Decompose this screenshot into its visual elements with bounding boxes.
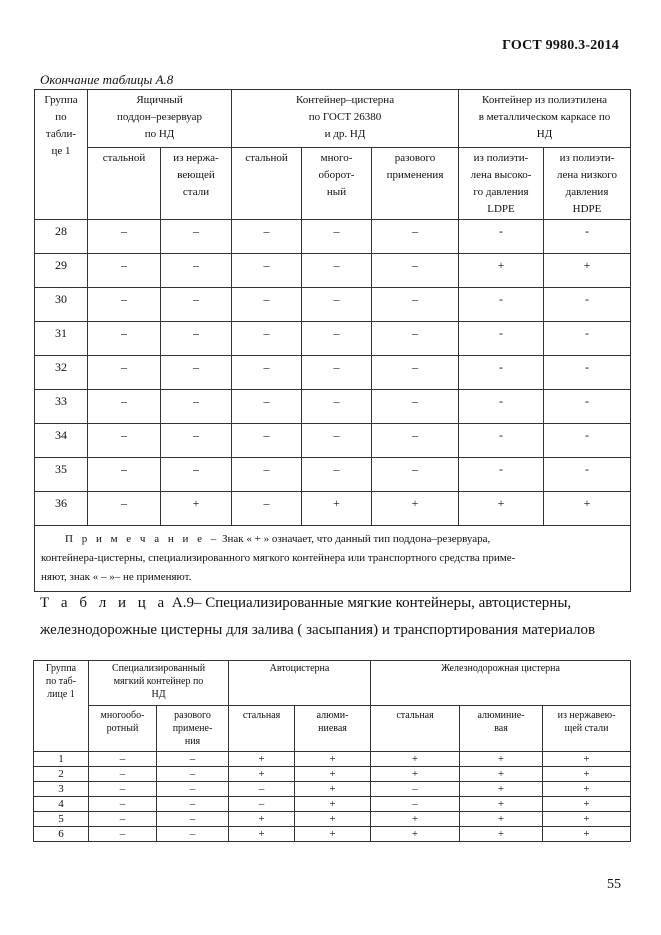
table-a8-cell: + bbox=[544, 254, 631, 288]
table-a9-cell: + bbox=[295, 752, 371, 767]
table-a9-cell: – bbox=[371, 797, 460, 812]
table-a8-cell: – bbox=[372, 220, 459, 254]
table-a9-cell: – bbox=[157, 752, 229, 767]
table-a8-row bbox=[35, 254, 631, 288]
table-a8-cell: - bbox=[459, 322, 544, 356]
table-a8-group-header-line: Ящичный bbox=[136, 94, 183, 106]
table-a8-group-header-line: Контейнер–цистерна bbox=[295, 94, 395, 106]
table-a8-cell: – bbox=[88, 356, 161, 390]
table-a9-cell: + bbox=[543, 752, 631, 767]
table-a8-subcolumn-header-line: стали bbox=[182, 186, 210, 198]
table-a8-row bbox=[35, 288, 631, 322]
table-a9-cell: – bbox=[89, 827, 157, 842]
table-a8-cell: – bbox=[161, 220, 232, 254]
table-a9-cell: + bbox=[295, 767, 371, 782]
table-a8-row bbox=[35, 390, 631, 424]
table-a8-group-cell: 33 bbox=[35, 390, 88, 424]
table-a9-group-header bbox=[371, 661, 631, 706]
table-a9-row bbox=[34, 812, 631, 827]
table-a9-subcolumn-header-line: многообо- bbox=[100, 710, 145, 721]
table-a9-subcolumn-header-line: примене- bbox=[172, 723, 213, 734]
table-a9-subcolumn-header-line: ниевая bbox=[318, 723, 347, 734]
table-a9-cell: – bbox=[229, 782, 295, 797]
table-a8-subcolumn-header-line: лена высоко- bbox=[470, 169, 532, 181]
table-a8-cell: – bbox=[372, 322, 459, 356]
table-a8-row bbox=[35, 458, 631, 492]
table-a8 bbox=[34, 89, 631, 592]
table-a9-subcolumn-header-line: разового bbox=[174, 710, 211, 721]
table-a8-subcolumn-header-line: из полиэти- bbox=[473, 152, 529, 164]
table-a8-cell: – bbox=[232, 356, 302, 390]
table-a8-cell: – bbox=[302, 322, 372, 356]
table-a9-row bbox=[34, 767, 631, 782]
table-a9-row bbox=[34, 752, 631, 767]
table-a8-group-header bbox=[459, 90, 631, 148]
table-a8-group-cell: 29 bbox=[35, 254, 88, 288]
table-a8-cell: + bbox=[459, 492, 544, 526]
table-a9-subcolumn-header bbox=[371, 706, 460, 752]
table-a9-subcolumn-header-line: стальная bbox=[396, 710, 434, 721]
table-a8-subcolumn-header-line: разового bbox=[394, 152, 436, 164]
table-a9-group-cell: 5 bbox=[34, 812, 89, 827]
table-a8-cell: – bbox=[372, 356, 459, 390]
table-a9-row bbox=[34, 797, 631, 812]
table-a8-group-header bbox=[88, 90, 232, 148]
table-a8-cell: - bbox=[544, 458, 631, 492]
table-a8-note-row bbox=[35, 526, 631, 592]
table-a9-group-cell: 4 bbox=[34, 797, 89, 812]
table-a8-cell: + bbox=[544, 492, 631, 526]
table-a8-cell: – bbox=[88, 458, 161, 492]
table-a8-cell: - bbox=[544, 288, 631, 322]
table-a9-cell: + bbox=[229, 827, 295, 842]
table-a8-subcolumn-header-line: много- bbox=[320, 152, 353, 164]
table-a8-group-cell: 35 bbox=[35, 458, 88, 492]
table-a9-group-column-header-line: лице 1 bbox=[47, 689, 75, 700]
table-a8-group-cell: 28 bbox=[35, 220, 88, 254]
table-a9-cell: + bbox=[295, 782, 371, 797]
table-a8-subcolumn-header-line: ный bbox=[326, 186, 347, 198]
table-a8-cell: - bbox=[544, 424, 631, 458]
table-a9-cell: + bbox=[371, 827, 460, 842]
table-a8-cell: – bbox=[161, 254, 232, 288]
table-a9-cell: – bbox=[157, 797, 229, 812]
table-a8-subcolumn-header-line: LDPE bbox=[487, 203, 515, 215]
table-a9-subcolumn-header bbox=[460, 706, 543, 752]
table-a9-caption-line1: А.9– Специализированные мягкие контейнеры, автоцистерны, bbox=[171, 595, 572, 611]
table-a8-cell: – bbox=[232, 492, 302, 526]
table-a8-cell: – bbox=[88, 288, 161, 322]
table-a8-cell: + bbox=[459, 254, 544, 288]
table-a8-cell: – bbox=[161, 390, 232, 424]
table-a9-cell: – bbox=[89, 752, 157, 767]
table-a8-cell: - bbox=[544, 220, 631, 254]
table-a9-subcolumn-header-line: стальная bbox=[242, 710, 281, 721]
table-a9-group-cell: 6 bbox=[34, 827, 89, 842]
table-a9-group-column-header bbox=[34, 661, 89, 752]
table-a9-subcolumn-header bbox=[157, 706, 229, 752]
table-a8-group-header-line: по ГОСТ 26380 bbox=[308, 111, 382, 123]
table-a8-group-header-line: Контейнер из полиэтилена bbox=[482, 94, 607, 106]
table-a8-cell: – bbox=[88, 492, 161, 526]
table-a9-cell: + bbox=[460, 812, 543, 827]
table-a8-group-column-header-line: по bbox=[55, 111, 67, 123]
table-a8-cell: – bbox=[232, 220, 302, 254]
table-a8-header-row bbox=[35, 90, 631, 148]
table-a8-note-line: няют, знак « – »– не применяют. bbox=[41, 571, 192, 583]
table-a8-subcolumn-header bbox=[544, 148, 631, 220]
table-a8-note-line bbox=[41, 530, 626, 549]
table-a8-cell: – bbox=[88, 254, 161, 288]
table-a8-subcolumn-header-line: лена низкого bbox=[556, 169, 618, 181]
table-a8-row bbox=[35, 492, 631, 526]
table-a8-subcolumn-header bbox=[302, 148, 372, 220]
table-a9-cell: + bbox=[295, 812, 371, 827]
table-a8-group-cell: 32 bbox=[35, 356, 88, 390]
table-a9-group-header bbox=[89, 661, 229, 706]
table-a8-cell: + bbox=[302, 492, 372, 526]
table-a8-group-header bbox=[232, 90, 459, 148]
table-a8-cell: - bbox=[459, 390, 544, 424]
table-a9-cell: + bbox=[229, 812, 295, 827]
table-a9-group-cell: 2 bbox=[34, 767, 89, 782]
table-a9-cell: – bbox=[229, 797, 295, 812]
table-a8-cell: – bbox=[88, 424, 161, 458]
table-a8-subcolumn-header bbox=[372, 148, 459, 220]
table-a9-group-header-line: Специализированный bbox=[111, 663, 206, 674]
table-a8-cell: - bbox=[459, 288, 544, 322]
table-a9-cell: – bbox=[89, 797, 157, 812]
table-a8-subheader-row bbox=[35, 148, 631, 220]
table-a8-group-column-header-line: Группа bbox=[44, 94, 78, 106]
table-a8-cell: – bbox=[232, 458, 302, 492]
table-a9-cell: + bbox=[460, 767, 543, 782]
table-a9-subcolumn-header-line: алюминие- bbox=[477, 710, 525, 721]
table-a8-cell: – bbox=[232, 424, 302, 458]
table-a8-cell: - bbox=[459, 356, 544, 390]
table-a9-cell: + bbox=[229, 752, 295, 767]
table-a9-group-header-line: мягкий контейнер по bbox=[113, 676, 204, 687]
table-a8-cell: – bbox=[302, 424, 372, 458]
table-a9 bbox=[33, 660, 631, 842]
table-a9-cell: – bbox=[371, 782, 460, 797]
table-a8-cell: – bbox=[232, 288, 302, 322]
table-a9-cell: – bbox=[157, 767, 229, 782]
table-a9-caption bbox=[40, 590, 630, 644]
table-a8-cell: – bbox=[372, 254, 459, 288]
table-a8-cell: – bbox=[372, 390, 459, 424]
table-a8-group-cell: 31 bbox=[35, 322, 88, 356]
table-a8-cell: – bbox=[302, 458, 372, 492]
table-a8-subcolumn-header-line: применения bbox=[386, 169, 444, 181]
table-a9-subcolumn-header-line: вая bbox=[494, 723, 508, 734]
table-a8-subcolumn-header-line: го давления bbox=[473, 186, 529, 198]
table-a8-cell: - bbox=[459, 424, 544, 458]
table-a8-cell: - bbox=[544, 356, 631, 390]
table-a9-subcolumn-header bbox=[89, 706, 157, 752]
table-a9-cell: – bbox=[157, 782, 229, 797]
table-a9-caption-line2: железнодорожные цистерны для залива ( засыпания) и транспортирования материалов bbox=[40, 622, 596, 638]
table-a9-cell: + bbox=[295, 797, 371, 812]
table-a9-subcolumn-header bbox=[543, 706, 631, 752]
table-a9-group-cell: 1 bbox=[34, 752, 89, 767]
table-a9-group-header bbox=[229, 661, 371, 706]
table-a9-cell: + bbox=[543, 812, 631, 827]
table-a8-cell: – bbox=[302, 220, 372, 254]
table-a8-cell: – bbox=[372, 458, 459, 492]
table-a8-group-header-line: поддон–резервуар bbox=[117, 111, 202, 123]
table-a9-cell: + bbox=[460, 782, 543, 797]
table-a9-group-header-line: НД bbox=[151, 689, 166, 700]
table-a8-cell: – bbox=[161, 322, 232, 356]
table-a8-cell: – bbox=[302, 356, 372, 390]
table-a8-cell: – bbox=[232, 322, 302, 356]
table-a8-group-header-line: и др. НД bbox=[324, 128, 366, 140]
table-a8-group-column-header-line: це 1 bbox=[51, 145, 71, 157]
table-a8-cell: – bbox=[302, 254, 372, 288]
table-a8-caption: Окончание таблицы А.8 bbox=[40, 72, 174, 87]
table-a9-group-header-line: Железнодорожная цистерна bbox=[441, 663, 560, 674]
table-a9-group-column-header-line: Группа bbox=[45, 663, 77, 674]
table-a8-row bbox=[35, 356, 631, 390]
table-a8-cell: – bbox=[88, 390, 161, 424]
table-a9-group-cell: 3 bbox=[34, 782, 89, 797]
table-a9-cell: + bbox=[460, 797, 543, 812]
table-a8-cell: – bbox=[372, 424, 459, 458]
table-a9-cell: + bbox=[371, 752, 460, 767]
table-a8-subcolumn-header-line: стальной bbox=[102, 152, 146, 164]
table-a8-group-header-line: НД bbox=[536, 128, 553, 140]
table-a8-row bbox=[35, 220, 631, 254]
table-a9-header-row bbox=[34, 661, 631, 706]
page-number: 55 bbox=[607, 877, 621, 892]
table-a8-subcolumn-header bbox=[161, 148, 232, 220]
table-a8-cell: – bbox=[232, 390, 302, 424]
table-a8-cell: – bbox=[161, 356, 232, 390]
table-a8-subcolumn-header bbox=[459, 148, 544, 220]
table-a8-cell: - bbox=[544, 322, 631, 356]
table-a8-subcolumn-header-line: давления bbox=[565, 186, 609, 198]
table-a9-cell: – bbox=[157, 812, 229, 827]
table-a8-cell: – bbox=[88, 322, 161, 356]
table-a9-cell: + bbox=[295, 827, 371, 842]
table-a9-cell: + bbox=[543, 782, 631, 797]
table-a8-group-header-line: по НД bbox=[144, 128, 175, 140]
table-a8-subcolumn-header-line: из полиэти- bbox=[559, 152, 615, 164]
table-a9-row bbox=[34, 782, 631, 797]
table-a9-subcolumn-header-line: алюми- bbox=[316, 710, 349, 721]
table-a9-group-header-line: Автоцистерна bbox=[269, 663, 330, 674]
table-a8-subcolumn-header-line: оборот- bbox=[318, 169, 355, 181]
table-a9-cell: – bbox=[89, 812, 157, 827]
table-a8-note bbox=[35, 526, 631, 592]
table-a8-cell: – bbox=[161, 458, 232, 492]
table-a9-cell: + bbox=[543, 797, 631, 812]
table-a8-subcolumn-header bbox=[88, 148, 161, 220]
table-a8-group-cell: 36 bbox=[35, 492, 88, 526]
table-a8-group-column-header bbox=[35, 90, 88, 220]
table-a9-cell: + bbox=[543, 767, 631, 782]
table-a9-subcolumn-header bbox=[295, 706, 371, 752]
table-a8-subcolumn-header bbox=[232, 148, 302, 220]
table-a9-caption-label: Т а б л и ц а bbox=[40, 595, 169, 611]
table-a8-group-column-header-line: табли- bbox=[45, 128, 77, 140]
table-a9-row bbox=[34, 827, 631, 842]
table-a8-subcolumn-header-line: из нержа- bbox=[173, 152, 219, 164]
table-a8-cell: – bbox=[161, 424, 232, 458]
table-a9-cell: + bbox=[460, 827, 543, 842]
table-a8-subcolumn-header-line: HDPE bbox=[572, 203, 602, 215]
table-a8-note-text: Знак « + » означает, что данный тип поддона–резервуара, bbox=[219, 533, 491, 545]
table-a8-row bbox=[35, 322, 631, 356]
table-a8-cell: – bbox=[161, 288, 232, 322]
table-a8-cell: – bbox=[372, 288, 459, 322]
table-a9-subcolumn-header-line: ротный bbox=[106, 723, 139, 734]
table-a9-cell: + bbox=[229, 767, 295, 782]
table-a9-subcolumn-header-line: ния bbox=[184, 736, 201, 747]
table-a8-group-cell: 34 bbox=[35, 424, 88, 458]
table-a9-subcolumn-header-line: щей стали bbox=[564, 723, 609, 734]
table-a8-cell: - bbox=[459, 458, 544, 492]
table-a9-subcolumn-header bbox=[229, 706, 295, 752]
table-a8-cell: - bbox=[459, 220, 544, 254]
table-a8-note-label: П р и м е ч а н и е – bbox=[65, 533, 220, 545]
table-a9-cell: – bbox=[89, 782, 157, 797]
table-a8-subcolumn-header-line: стальной bbox=[245, 152, 288, 164]
table-a8-cell: – bbox=[302, 288, 372, 322]
table-a8-cell: – bbox=[302, 390, 372, 424]
table-a8-cell: – bbox=[232, 254, 302, 288]
table-a8-cell: + bbox=[372, 492, 459, 526]
table-a8-cell: - bbox=[544, 390, 631, 424]
document-header-standard: ГОСТ 9980.3-2014 bbox=[502, 38, 619, 53]
table-a9-cell: + bbox=[460, 752, 543, 767]
table-a8-note-line: контейнера-цистерны, специализированного мягкого контейнера или транспортного средства приме- bbox=[41, 552, 516, 564]
table-a9-cell: + bbox=[371, 767, 460, 782]
table-a8-group-header-line: в металлическом каркасе по bbox=[478, 111, 611, 123]
table-a9-subcolumn-header-line: из нержавею- bbox=[557, 710, 616, 721]
table-a9-group-column-header-line: по таб- bbox=[45, 676, 77, 687]
table-a8-row bbox=[35, 424, 631, 458]
table-a9-cell: + bbox=[371, 812, 460, 827]
table-a9-cell: + bbox=[543, 827, 631, 842]
table-a9-subheader-row bbox=[34, 706, 631, 752]
table-a8-group-cell: 30 bbox=[35, 288, 88, 322]
table-a8-cell: + bbox=[161, 492, 232, 526]
table-a9-cell: – bbox=[89, 767, 157, 782]
table-a8-cell: – bbox=[88, 220, 161, 254]
table-a8-subcolumn-header-line: веющей bbox=[177, 169, 215, 181]
table-a9-cell: – bbox=[157, 827, 229, 842]
